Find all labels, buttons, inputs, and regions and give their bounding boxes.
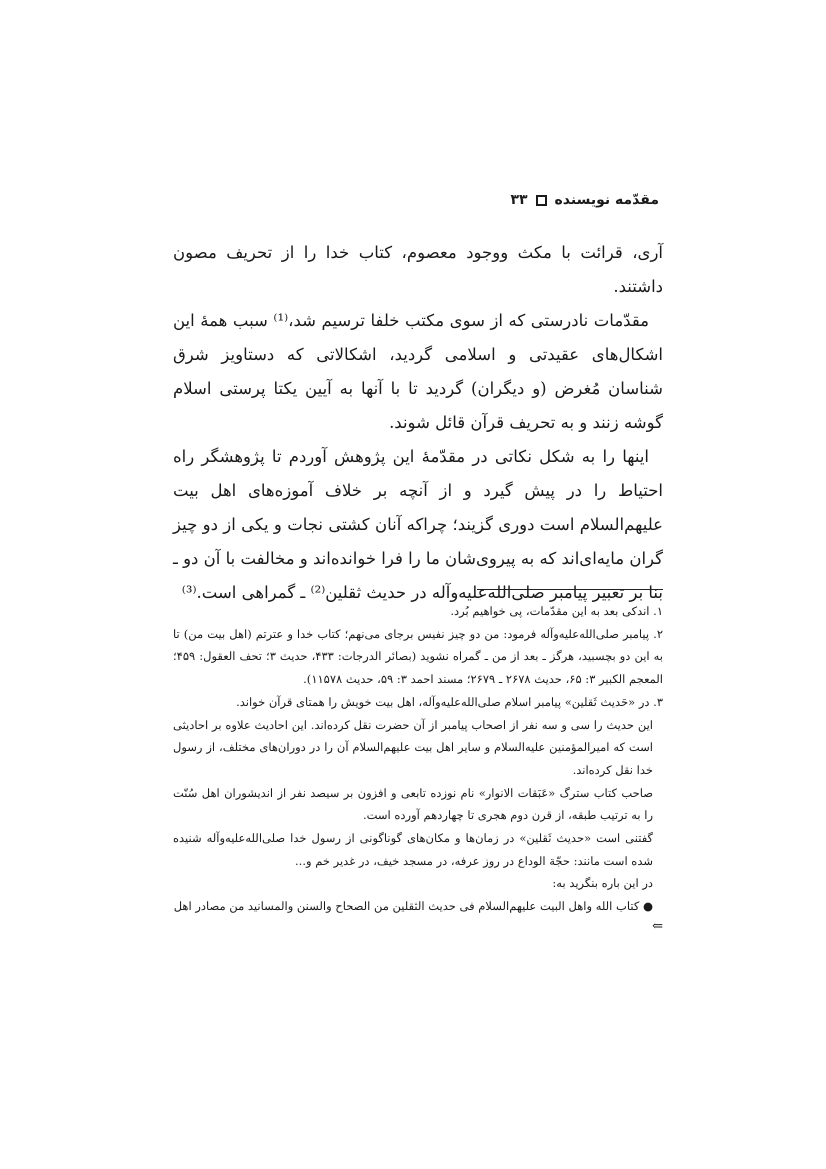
footnote-paragraph: این حدیث را سی و سه نفر از اصحاب پیامبر از آن حضرت نقل کرده‌اند. این احادیث علاوه بر احادیثی است که امیرالمؤمنین علیه‌السلام و سایر اهل بیت علیهم‌السلام آن را در دوران‌های مختلف، از رسول خدا نقل کرده‌اند.	[173, 717, 653, 777]
paragraph: مقدّمات نادرستی که از سوی مکتب خلفا ترسیم شد،⁽¹⁾ سبب همهٔ این اشکال‌های عقیدتی و اسلامی گردید، اشکالاتی که دستاویز شرق شناسان مُغرض (و دیگران) گردید تا با آنها به آیین یکتا پرستی اسلام گوشه زنند و به تحریف قرآن قائل شوند.	[173, 311, 663, 432]
footnote-paragraph: گفتنی است «حدیث ثَقلین» در زمان‌ها و مکان‌های گوناگونی از رسول خدا صلی‌الله‌علیه‌وآله شنیده شده است مانند: حجّة الوداع در روز عرفه، در مسجد خیف، در غدیر خم و...	[173, 831, 653, 868]
footnote: ۱. اندکی بعد به این مقدّمات، پی خواهیم بُرد.	[450, 604, 663, 618]
footnote-paragraph: صاحب کتاب سترگ «عَبَقات الانوار» نام نوزده تابعی و افزون بر سیصد نفر از اندیشوران اهل سُنّت را به ترتیب طبقه، از قرن دوم هجری تا چهاردهم آورده است.	[173, 785, 653, 823]
footnote-separator	[477, 589, 663, 590]
main-text	[173, 236, 663, 610]
running-header	[419, 192, 659, 208]
paragraph: اینها را به شکل نکاتی در مقدّمهٔ این پژوهش آوردم تا پژوهشگر راه احتیاط را در پیش گیرد و از آنچه بر خلاف آموزه‌های اهل بیت علیهم‌السلام است دوری گزیند؛ چراکه آنان کشتی نجات و یکی از دو چیز گران مایه‌ای‌اند که به پیروی‌شان ما را فرا خوانده‌اند و مخالفت با آن دو ـ بنا بر تعبیر پیامبر صلی‌الله‌علیه‌وآله در حدیث ثقلین⁽²⁾ ـ گمراهی است.⁽³⁾	[173, 447, 663, 602]
footnote: ۲. پیامبر صلی‌الله‌علیه‌وآله فرمود: من دو چیز نفیس برجای می‌نهم؛ کتاب خدا و عترتم (اهل بیت من) تا به این دو بچسبید، هرگز ـ بعد از من ـ گمراه نشوید (بصائر الدرجات: ۴۳۳، حدیث ۳؛ تحف العقول: ۴۵۹؛ المعجم الکبیر ۳: ۶۵، حدیث ۲۶۷۸ ـ ۲۶۷۹؛ مسند احمد ۳: ۵۹، حدیث ۱۱۵۷۸).	[173, 626, 663, 687]
footnote-reference: ● کتاب الله واهل البیت علیهم‌السلام فی حدیث الثقلین من الصحاح والسنن والمسانید من مصادر اهل	[173, 899, 653, 914]
paragraph: آری، قرائت با مکث ووجود معصوم، کتاب خدا را از تحریف مصون داشتند.	[173, 243, 663, 296]
footnotes	[173, 600, 663, 936]
footnote: ۳. در «حَدیث ثَقلین» پیامبر اسلام صلی‌الله‌علیه‌وآله، اهل بیت خویش را همتای قرآن خواند.	[236, 694, 663, 709]
header-square-icon	[536, 195, 547, 206]
continuation-arrow-icon: ⇐	[652, 918, 663, 934]
header-title: مقدّمه نویسنده	[554, 192, 659, 208]
footnote-paragraph: در این باره بنگرید به:	[552, 876, 653, 891]
page-number: ۳۳	[510, 192, 528, 208]
